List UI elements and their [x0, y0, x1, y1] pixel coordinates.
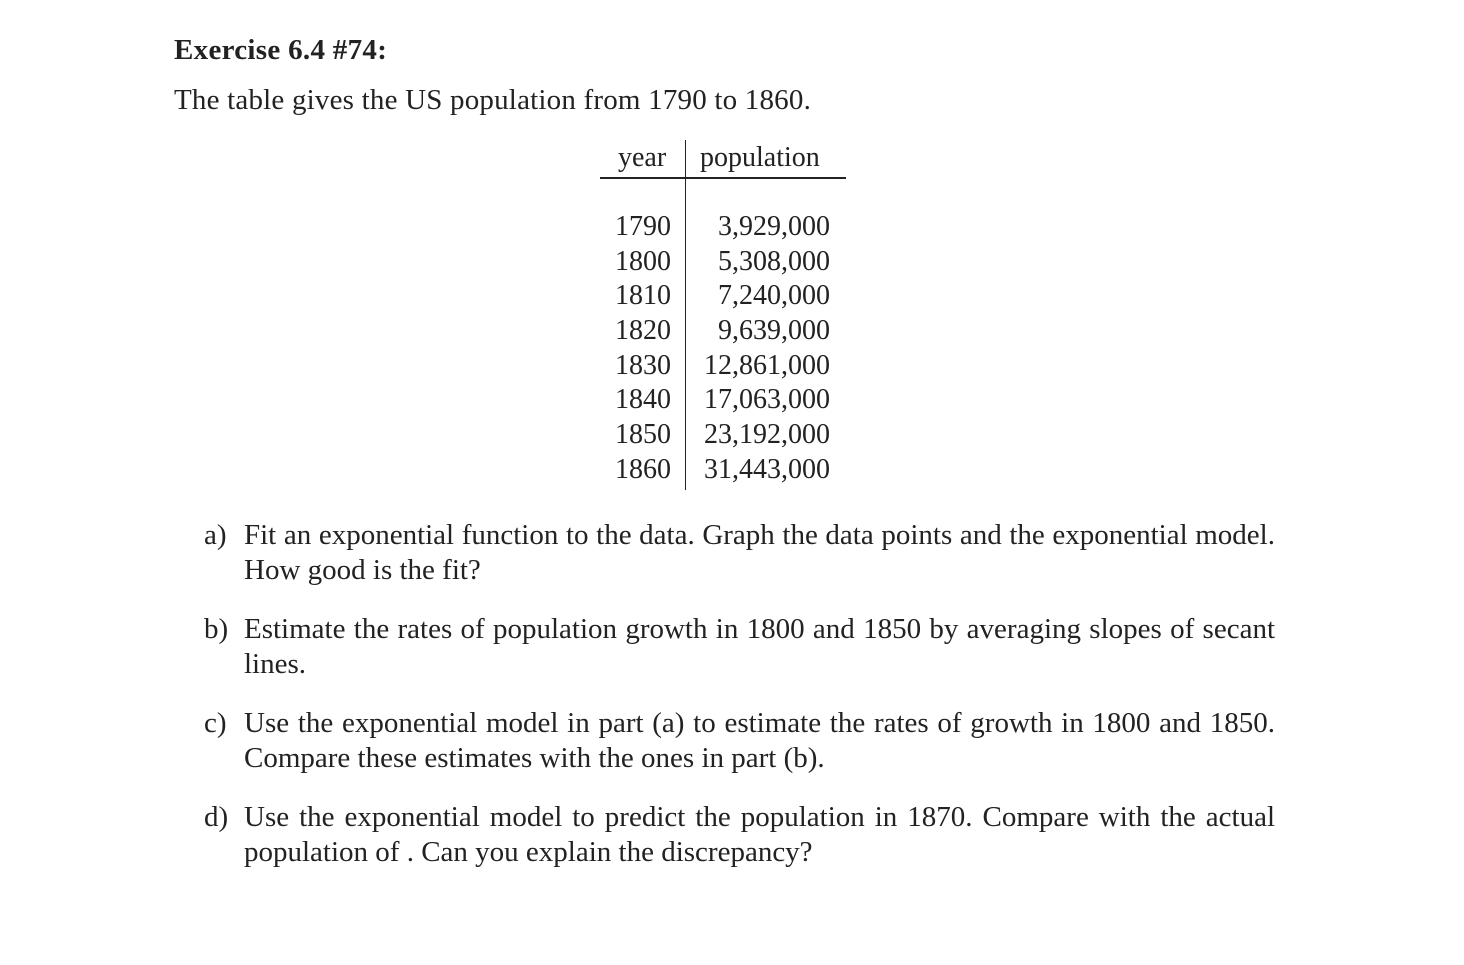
- part-b: [200, 612, 1275, 682]
- table-row: [600, 246, 846, 281]
- table-row: [600, 315, 846, 350]
- population-cell: 3,929,000: [718, 211, 830, 242]
- table-row: [600, 454, 846, 489]
- year-cell: 1860: [615, 453, 671, 485]
- population-cell: 17,063,000: [704, 384, 830, 416]
- exercise-parts: [200, 518, 1275, 894]
- population-cell: 31,443,000: [704, 453, 830, 485]
- header-population: population: [700, 142, 820, 173]
- population-cell: 12,861,000: [704, 349, 830, 381]
- table-row: [600, 419, 846, 454]
- part-text: Estimate the rates of population growth in 1800 and 1850 by averaging slopes of secant lines.: [244, 613, 1275, 680]
- part-text: Use the exponential model in part (a) to estimate the rates of growth in 1800 and 1850. Compare these estimates with the ones in part (b).: [244, 707, 1275, 774]
- part-label: b): [204, 613, 229, 645]
- part-a: [200, 518, 1275, 588]
- year-cell: 1850: [615, 419, 671, 451]
- table-row: [600, 280, 846, 315]
- part-text: Use the exponential model to predict the population in 1870. Compare with the actual population of . Can you explain the discrepancy?: [244, 801, 1275, 868]
- part-c: [200, 706, 1275, 776]
- year-cell: 1820: [615, 315, 671, 347]
- year-cell: 1830: [615, 349, 671, 381]
- population-cell: 23,192,000: [704, 419, 830, 451]
- population-table: [600, 140, 846, 492]
- header-year: year: [618, 142, 667, 173]
- table-header-rule: [600, 177, 846, 179]
- table-body: [600, 211, 846, 489]
- year-cell: 1810: [615, 280, 671, 312]
- population-cell: 9,639,000: [718, 315, 830, 347]
- part-label: c): [204, 707, 227, 739]
- part-d: [200, 800, 1275, 870]
- table-row: [600, 211, 846, 246]
- table-row: [600, 350, 846, 385]
- part-label: d): [204, 801, 229, 833]
- intro-text: The table gives the US population from 1790 to 1860.: [174, 84, 812, 116]
- part-text: Fit an exponential function to the data. Graph the data points and the exponential model. How good is the fit?: [244, 519, 1275, 586]
- population-cell: 5,308,000: [718, 245, 830, 277]
- part-label: a): [204, 519, 227, 551]
- exercise-title: Exercise 6.4 #74:: [174, 34, 388, 66]
- year-cell: 1840: [615, 384, 671, 416]
- year-cell: 1790: [615, 211, 671, 242]
- table-row: [600, 384, 846, 419]
- year-cell: 1800: [615, 245, 671, 277]
- population-cell: 7,240,000: [718, 280, 830, 312]
